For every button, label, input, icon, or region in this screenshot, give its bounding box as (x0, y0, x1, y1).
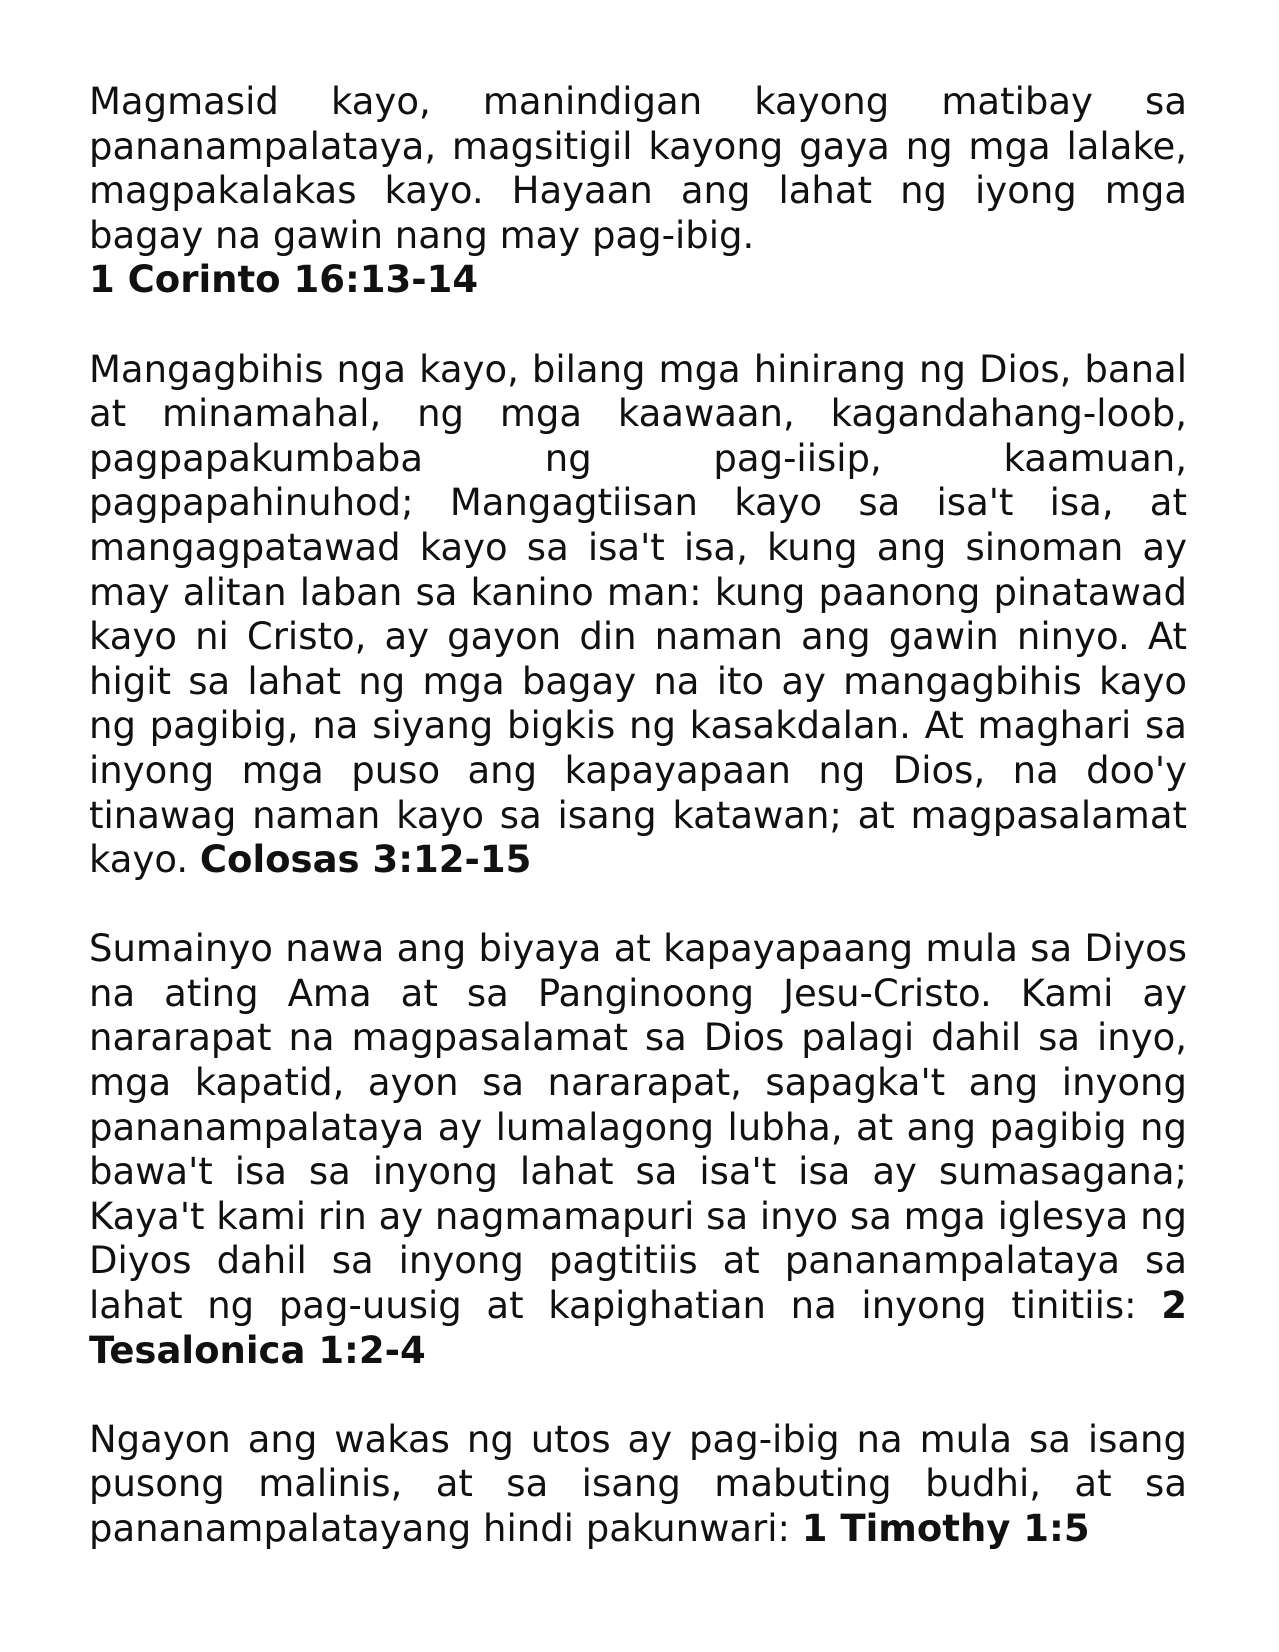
verse-reference: 2 Tesalonica 1:2-4 (89, 1284, 1187, 1372)
passage-4 (89, 1418, 1187, 1552)
passage-2 (89, 348, 1187, 883)
passage-1 (89, 80, 1187, 303)
verse-reference: 1 Corinto 16:13-14 (89, 258, 479, 302)
passage-text: Mangagbihis nga kayo, bilang mga hinirang ng Dios, banal at minamahal, ng mga kaawaan, kagandahang-loob, pagpapakumbaba ng pag-iisip, kaamuan, pagpapahinuhod; Mangagtiisan kayo sa isa't isa, at mangagpatawad kayo sa isa't isa, kung ang sinoman ay may alitan laban sa kanino man: kung paanong pinatawad kayo ni Cristo, ay gayon din naman ang gawin ninyo. At higit sa lahat ng mga bagay na ito ay mangagbihis kayo ng pagibig, na siyang bigkis ng kasakdalan. At maghari sa inyong mga puso ang kapayapaan ng Dios, na doo'y tinawag naman kayo sa isang katawan; at magpasalamat kayo. (89, 347, 1187, 882)
verse-reference: Colosas 3:12-15 (199, 838, 532, 882)
passage-text: Sumainyo nawa ang biyaya at kapayapaang mula sa Diyos na ating Ama at sa Panginoong Jesu-Cristo. Kami ay nararapat na magpasalamat sa Dios palagi dahil sa inyo, mga kapatid, ayon sa nararapat, sapagka't ang inyong pananampalataya ay lumalagong lubha, at ang pagibig ng bawa't isa sa inyong lahat sa isa't isa ay sumasagana; Kaya't kami rin ay nagmamapuri sa inyo sa mga iglesya ng Diyos dahil sa inyong pagtitiis at pananampalataya sa lahat ng pag-uusig at kapighatian na inyong tinitiis: (89, 927, 1187, 1328)
document-page (89, 80, 1187, 1552)
passage-3 (89, 927, 1187, 1373)
passage-text: Ngayon ang wakas ng utos ay pag-ibig na mula sa isang pusong malinis, at sa isang mabuting budhi, at sa pananampalatayang hindi pakunwari: (89, 1417, 1187, 1550)
passage-text: Magmasid kayo, manindigan kayong matibay sa pananampalataya, magsitigil kayong gaya ng mga lalake, magpakalakas kayo. Hayaan ang lahat ng iyong mga bagay na gawin nang may pag-ibig. (89, 80, 1187, 257)
verse-reference: 1 Timothy 1:5 (801, 1507, 1090, 1550)
